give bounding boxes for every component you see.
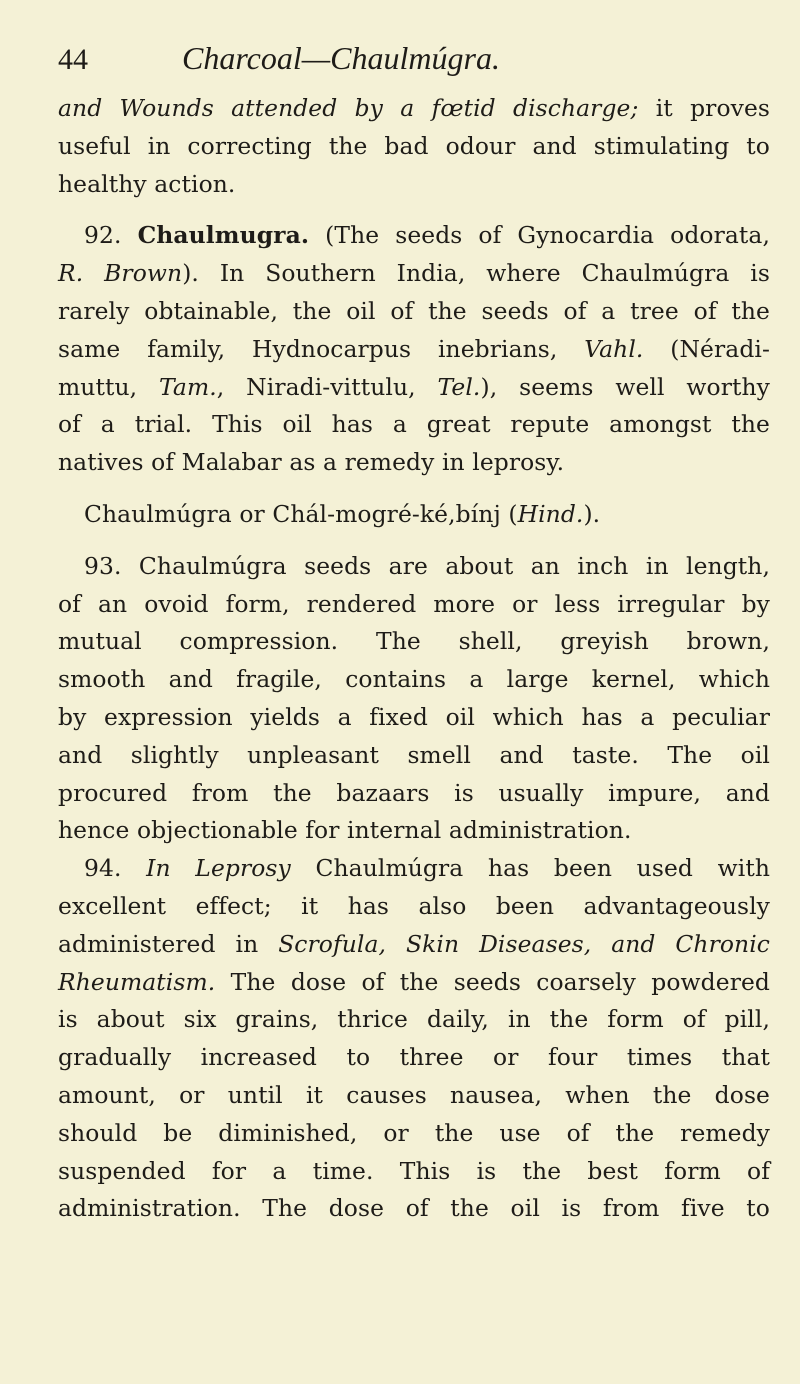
section-heading: Chaulmugra. — [137, 221, 310, 250]
paragraph-94 — [58, 850, 770, 1228]
text-span: The dose of the seeds coarsely powdered — [215, 967, 770, 996]
page-header — [58, 40, 770, 90]
language-abbrev: Tam. — [159, 372, 217, 401]
text-line — [58, 850, 770, 888]
text-line — [58, 964, 770, 1002]
text-line: 93. Chaulmúgra seeds are about an inch in length, — [84, 551, 770, 580]
text-line: rarely obtainable, the oil of the seeds of a tree of the — [58, 296, 770, 325]
text-span: ). — [583, 499, 601, 528]
text-span: muttu, — [58, 372, 160, 401]
text-line — [58, 255, 770, 293]
text-span: ), seems well worthy — [480, 372, 770, 401]
text-line: excellent effect; it has also been advantageously — [58, 891, 770, 920]
book-page — [58, 40, 770, 1228]
author-name: R. Brown — [58, 259, 183, 288]
synonym-line — [58, 496, 770, 534]
paragraph-continuation — [58, 90, 770, 203]
language-abbrev: Hind. — [517, 499, 584, 528]
italic-phrase: In Leprosy — [146, 854, 291, 883]
paragraph-93 — [58, 548, 770, 850]
text-line — [58, 90, 770, 128]
text-line: should be diminished, or the use of the remedy — [58, 1118, 770, 1147]
text-span: (The seeds of Gynocardia odorata, — [325, 221, 770, 250]
paragraph-92 — [58, 217, 770, 482]
text-line — [58, 496, 770, 534]
text-span: administered in — [58, 929, 279, 958]
running-title: Charcoal—Chaulmúgra. — [182, 40, 500, 76]
text-line: suspended for a time. This is the best form of — [58, 1156, 770, 1185]
italic-phrase: and Wounds attended by a fœtid discharge; — [58, 94, 639, 122]
italic-phrase: Scrofula, Skin Diseases, and Chronic — [278, 929, 770, 958]
text-line: of an ovoid form, rendered more or less irregular by — [58, 589, 770, 618]
text-line: smooth and fragile, contains a large kernel, which — [58, 665, 770, 694]
text-line — [58, 331, 770, 369]
text-span: ). In Southern India, where Chaulmúgra is — [182, 259, 770, 288]
body-text — [58, 90, 770, 1228]
text-line: gradually increased to three or four times that — [58, 1043, 770, 1072]
text-line — [58, 926, 770, 964]
author-abbrev: Vahl. — [584, 334, 644, 363]
text-span: it proves — [638, 94, 770, 122]
text-line: useful in correcting the bad odour and stimulating to — [58, 131, 770, 160]
text-line: amount, or until it causes nausea, when the dose — [58, 1080, 770, 1109]
page-number: 44 — [58, 43, 88, 76]
text-span: , Niradi-vittulu, — [216, 372, 438, 401]
text-line: hence objectionable for internal administration. — [58, 816, 632, 845]
italic-phrase: Rheumatism. — [58, 967, 216, 996]
text-line: of a trial. This oil has a great repute amongst the — [58, 410, 770, 439]
text-line — [58, 369, 770, 407]
text-line: by expression yields a fixed oil which has a peculiar — [58, 702, 770, 731]
text-line: natives of Malabar as a remedy in leprosy. — [58, 448, 565, 477]
language-abbrev: Tel. — [437, 372, 481, 401]
text-line — [58, 217, 770, 255]
text-line: and slightly unpleasant smell and taste. The oil — [58, 740, 770, 769]
text-span: same family, Hydnocarpus inebrians, — [58, 334, 585, 363]
text-line: is about six grains, thrice daily, in the form of pill, — [58, 1005, 770, 1034]
text-line: administration. The dose of the oil is from five to — [58, 1194, 770, 1223]
section-number: 92. — [84, 221, 122, 250]
text-span: (Néradi- — [643, 334, 770, 363]
text-line: procured from the bazaars is usually impure, and — [58, 778, 770, 807]
section-number: 94. — [84, 854, 147, 883]
text-span: Chaulmúgra has been used with — [290, 854, 770, 883]
text-line: mutual compression. The shell, greyish brown, — [58, 627, 770, 656]
text-span: Chaulmúgra or Chál-mogré-ké,bínj ( — [84, 499, 518, 528]
text-line: healthy action. — [58, 169, 236, 198]
